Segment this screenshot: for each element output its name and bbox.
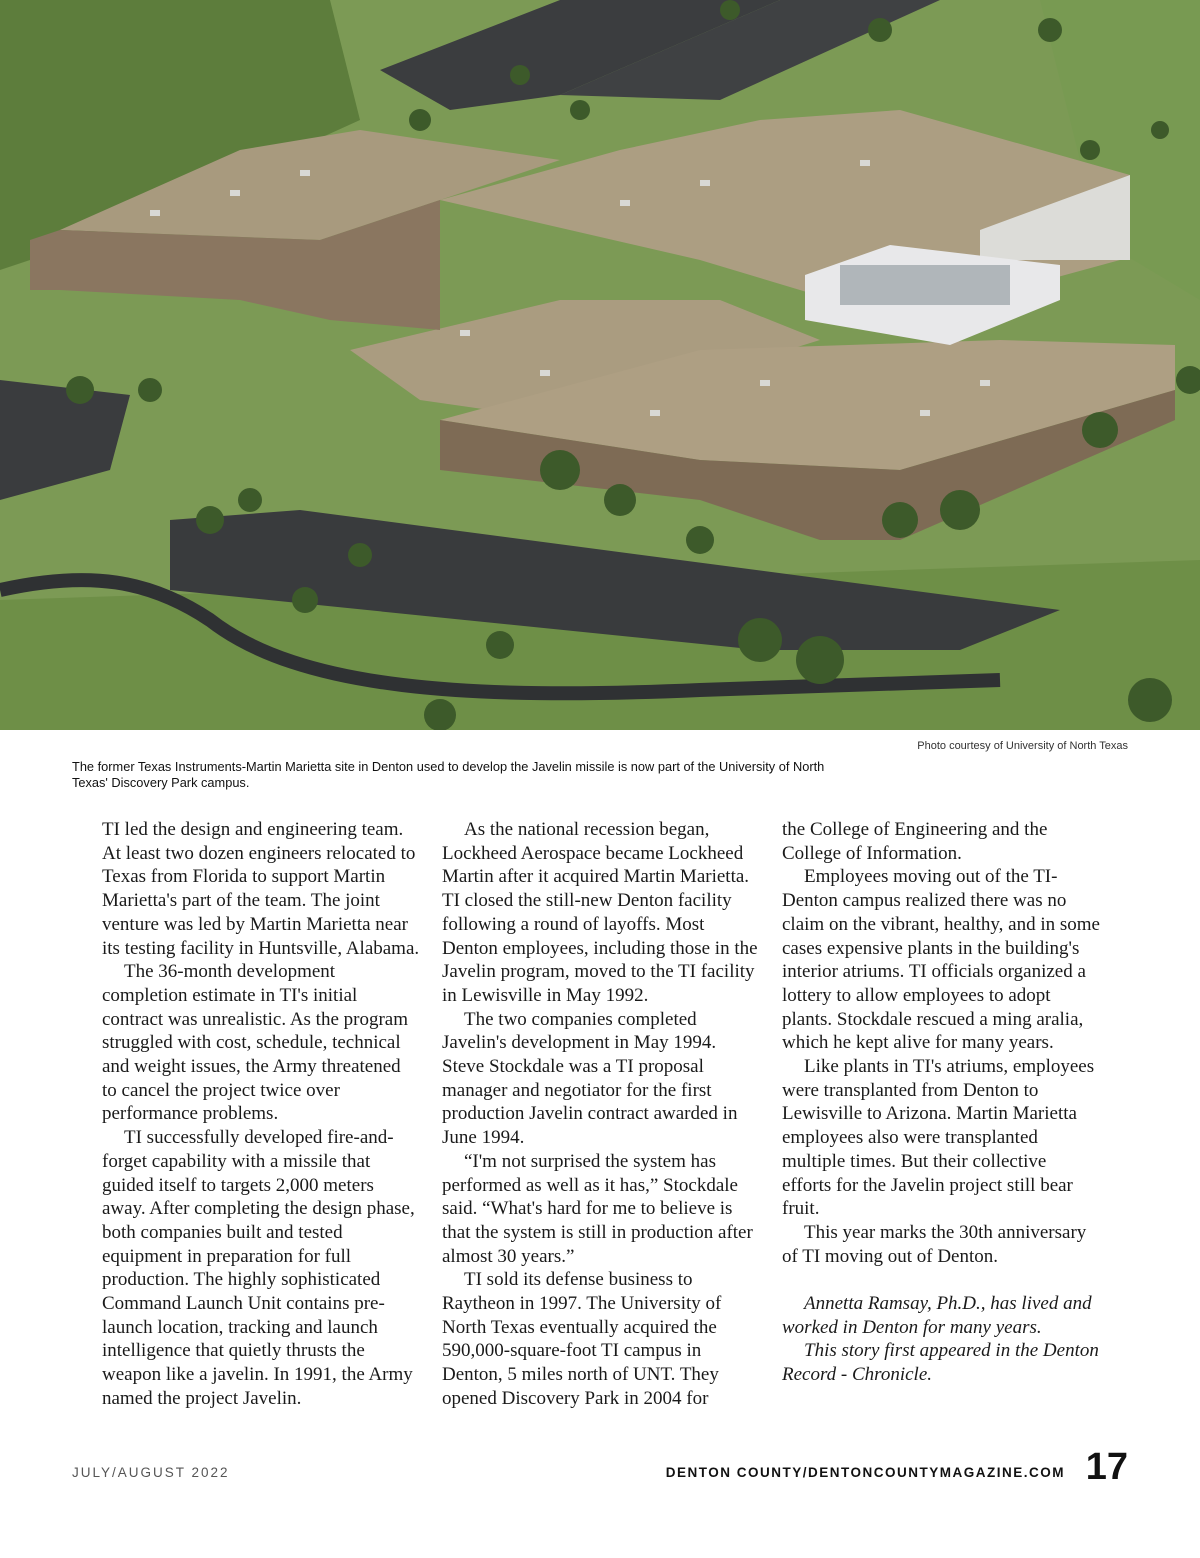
aerial-photo-icon (0, 0, 1200, 730)
publication-url: DENTON COUNTY/DENTONCOUNTYMAGAZINE.COM (665, 1465, 1065, 1480)
article-column-3 (782, 818, 1100, 1387)
author-bio: Annetta Ramsay, Ph.D., has lived and worked in Denton for many years. (782, 1293, 1092, 1338)
photo-caption: The former Texas Instruments-Martin Marietta site in Denton used to develop the Javelin missile is now part of the University of North Texas' Discovery Park campus. (72, 759, 825, 790)
paragraph: Employees moving out of the TI-Denton campus realized there was no claim on the vibrant, healthy, and in some cases expensive plants in the building's interior atriums. TI officials organized a lottery to allow employees to adopt plants. Stockdale rescued a ming aralia, which he kept alive for many years. (782, 866, 1100, 1054)
aerial-photo (0, 0, 1200, 730)
paragraph: This year marks the 30th anniversary of TI moving out of Denton. (782, 1221, 1087, 1267)
paragraph: TI led the design and engineering team. At least two dozen engineers relocated to Texas from Florida to support Martin Marietta's part of the team. The joint venture was led by Martin Marietta near its testing facility in Huntsville, Alabama. (102, 819, 420, 959)
reprint-note: This story first appeared in the Denton Record - Chronicle. (782, 1340, 1099, 1386)
paragraph: The 36-month development completion estimate in TI's initial contract was unrealistic. As the program struggled with cost, schedule, technical and weight issues, the Army threatened to cancel the project twice over performance problems. (102, 961, 409, 1125)
paragraph: The two companies completed Javelin's development in May 1994. Steve Stockdale was a TI proposal manager and negotiator for the first production Javelin contract awarded in June 1994. (442, 1008, 738, 1149)
paragraph: TI successfully developed fire-and-forget capability with a missile that guided itself to targets 2,000 meters away. After completing the design phase, both companies built and tested equipment in preparation for full production. The highly sophisticated Command Launch Unit contains pre-launch location, tracking and launch intelligence that quietly thrusts the weapon like a javelin. In 1991, the Army named the project Javelin. (102, 1127, 415, 1409)
article-column-2 (442, 818, 760, 1411)
issue-date: JULY/AUGUST 2022 (72, 1465, 230, 1480)
paragraph: Like plants in TI's atriums, employees were transplanted from Denton to Lewisville to Arizona. Martin Marietta employees also were transplanted multiple times. But their collective efforts for the Javelin project still bear fruit. (782, 1056, 1095, 1220)
article-body (102, 818, 1102, 1498)
photo-credit: Photo courtesy of University of North Texas (917, 740, 1128, 752)
paragraph: As the national recession began, Lockheed Aerospace became Lockheed Martin after it acquired Martin Marietta. TI closed the still-new Denton facility following a round of layoffs. Most Denton employees, including those in the Javelin program, moved to the TI facility in Lewisville in May 1992. (442, 819, 758, 1006)
page-number: 17 (1085, 1446, 1128, 1488)
paragraph: “I'm not surprised the system has performed as well as it has,” Stockdale said. “What's hard for me to believe is that the system is still in production after almost 30 years.” (442, 1150, 753, 1267)
article-column-1 (102, 818, 420, 1411)
paragraph: the College of Engineering and the College of Information. (782, 819, 1048, 864)
paragraph: TI sold its defense business to Raytheon in 1997. The University of North Texas eventually acquired the 590,000-square-foot TI campus in Denton, 5 miles north of UNT. They opened Discovery Park in 2004 for (442, 1269, 722, 1409)
